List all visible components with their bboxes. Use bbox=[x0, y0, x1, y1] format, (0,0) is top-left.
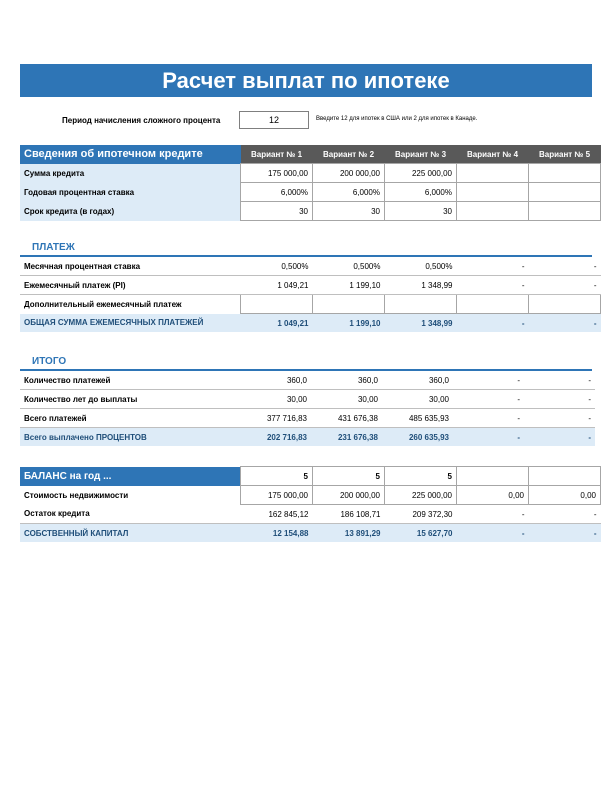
balance-header-row bbox=[20, 467, 601, 486]
value-cell: 0,500% bbox=[241, 257, 313, 276]
table-row bbox=[20, 486, 601, 505]
value-cell: 377 716,83 bbox=[240, 409, 311, 428]
table-row bbox=[20, 202, 601, 221]
total-value: - bbox=[529, 524, 601, 543]
total-value: 15 627,70 bbox=[385, 524, 457, 543]
variant-header: Вариант № 5 bbox=[529, 145, 601, 164]
summary-table bbox=[20, 371, 595, 446]
rate-cell[interactable] bbox=[529, 183, 601, 202]
value-cell: 186 108,71 bbox=[313, 505, 385, 524]
loan-amount-cell[interactable]: 200 000,00 bbox=[313, 164, 385, 183]
loan-amount-cell[interactable] bbox=[457, 164, 529, 183]
property-value-input[interactable]: 200 000,00 bbox=[313, 486, 385, 505]
value-cell: 1 049,21 bbox=[241, 276, 313, 295]
value-cell: - bbox=[529, 257, 601, 276]
term-cell[interactable]: 30 bbox=[385, 202, 457, 221]
value-cell: - bbox=[524, 390, 595, 409]
loan-header: Сведения об ипотечном кредите bbox=[20, 145, 241, 164]
table-row bbox=[20, 409, 595, 428]
row-label: Всего платежей bbox=[20, 409, 240, 428]
value-cell: 30,00 bbox=[311, 390, 382, 409]
table-row bbox=[20, 164, 601, 183]
term-cell[interactable]: 30 bbox=[241, 202, 313, 221]
row-label: Стоимость недвижимости bbox=[24, 490, 129, 500]
table-row bbox=[20, 257, 601, 276]
total-row bbox=[20, 524, 601, 543]
summary-section-title: ИТОГО bbox=[20, 356, 592, 371]
value-cell: 360,0 bbox=[240, 371, 311, 390]
extra-payment-input[interactable] bbox=[457, 295, 529, 314]
value-cell: 30,00 bbox=[240, 390, 311, 409]
total-value: 260 635,93 bbox=[382, 428, 453, 447]
total-label: СОБСТВЕННЫЙ КАПИТАЛ bbox=[20, 524, 241, 543]
total-row bbox=[20, 314, 601, 333]
balance-header: БАЛАНС на год ... bbox=[20, 467, 241, 486]
table-row bbox=[20, 276, 601, 295]
total-label: ОБЩАЯ СУММА ЕЖЕМЕСЯЧНЫХ ПЛАТЕЖЕЙ bbox=[20, 314, 241, 333]
value-cell: 431 676,38 bbox=[311, 409, 382, 428]
rate-cell[interactable]: 6,000% bbox=[313, 183, 385, 202]
table-row bbox=[20, 390, 595, 409]
total-label: Всего выплачено ПРОЦЕНТОВ bbox=[20, 428, 240, 447]
value-cell: - bbox=[457, 276, 529, 295]
loan-table bbox=[20, 145, 601, 221]
total-value: - bbox=[529, 314, 601, 333]
value-cell: 0,500% bbox=[313, 257, 385, 276]
rate-cell[interactable] bbox=[457, 183, 529, 202]
value-cell: 485 635,93 bbox=[382, 409, 453, 428]
total-value: - bbox=[524, 428, 595, 447]
variant-header: Вариант № 4 bbox=[457, 145, 529, 164]
total-value: - bbox=[453, 428, 524, 447]
value-cell: 0,500% bbox=[385, 257, 457, 276]
payment-table bbox=[20, 257, 601, 332]
table-row bbox=[20, 295, 601, 314]
value-cell: 30,00 bbox=[382, 390, 453, 409]
balance-table bbox=[20, 466, 601, 542]
period-hint: Введите 12 для ипотек в США или 2 для ипотек в Канаде. bbox=[316, 116, 478, 122]
rate-cell[interactable]: 6,000% bbox=[241, 183, 313, 202]
total-value: 202 716,83 bbox=[240, 428, 311, 447]
page-title: Расчет выплат по ипотеке bbox=[20, 64, 592, 97]
balance-year-input[interactable]: 5 bbox=[385, 467, 457, 486]
value-cell: - bbox=[529, 276, 601, 295]
term-cell[interactable] bbox=[529, 202, 601, 221]
total-value: - bbox=[457, 524, 529, 543]
table-row bbox=[20, 183, 601, 202]
period-label: Период начисления сложного процента bbox=[62, 116, 221, 125]
total-row bbox=[20, 428, 595, 447]
value-cell: 162 845,12 bbox=[241, 505, 313, 524]
value-cell: - bbox=[529, 505, 601, 524]
variant-header: Вариант № 1 bbox=[241, 145, 313, 164]
extra-payment-input[interactable] bbox=[241, 295, 313, 314]
property-value-input[interactable]: 175 000,00 bbox=[241, 486, 313, 505]
row-label: Месячная процентная ставка bbox=[20, 257, 241, 276]
total-value: 1 348,99 bbox=[385, 314, 457, 333]
value-cell: - bbox=[457, 257, 529, 276]
total-value: 231 676,38 bbox=[311, 428, 382, 447]
row-label: Дополнительный ежемесячный платеж bbox=[24, 299, 182, 309]
value-cell: - bbox=[524, 409, 595, 428]
total-value: 12 154,88 bbox=[241, 524, 313, 543]
property-value-input[interactable]: 0,00 bbox=[529, 486, 601, 505]
value-cell: 360,0 bbox=[311, 371, 382, 390]
value-cell: - bbox=[453, 409, 524, 428]
value-cell: 1 348,99 bbox=[385, 276, 457, 295]
row-label: Сумма кредита bbox=[20, 164, 241, 183]
total-value: - bbox=[457, 314, 529, 333]
loan-amount-cell[interactable]: 175 000,00 bbox=[241, 164, 313, 183]
extra-payment-input[interactable] bbox=[385, 295, 457, 314]
loan-amount-cell[interactable] bbox=[529, 164, 601, 183]
value-cell: 360,0 bbox=[382, 371, 453, 390]
loan-amount-cell[interactable]: 225 000,00 bbox=[385, 164, 457, 183]
table-row bbox=[20, 371, 595, 390]
extra-payment-input[interactable] bbox=[529, 295, 601, 314]
balance-year-input[interactable]: 5 bbox=[313, 467, 385, 486]
row-label: Остаток кредита bbox=[20, 505, 241, 524]
term-cell[interactable]: 30 bbox=[313, 202, 385, 221]
period-input[interactable]: 12 bbox=[239, 111, 309, 129]
variant-header: Вариант № 3 bbox=[385, 145, 457, 164]
row-label: Ежемесячный платеж (PI) bbox=[20, 276, 241, 295]
row-label: Срок кредита (в годах) bbox=[20, 202, 241, 221]
loan-header-row bbox=[20, 145, 601, 164]
balance-year-input[interactable]: 5 bbox=[241, 467, 313, 486]
property-value-input[interactable]: 225 000,00 bbox=[385, 486, 457, 505]
row-label: Количество платежей bbox=[20, 371, 240, 390]
extra-payment-input[interactable] bbox=[313, 295, 385, 314]
payment-section-title: ПЛАТЕЖ bbox=[20, 242, 592, 257]
balance-year-input[interactable] bbox=[457, 467, 529, 486]
total-value: 1 199,10 bbox=[313, 314, 385, 333]
balance-year-input[interactable] bbox=[529, 467, 601, 486]
row-label: Годовая процентная ставка bbox=[20, 183, 241, 202]
table-row bbox=[20, 505, 601, 524]
total-value: 1 049,21 bbox=[241, 314, 313, 333]
row-label: Количество лет до выплаты bbox=[20, 390, 240, 409]
rate-cell[interactable]: 6,000% bbox=[385, 183, 457, 202]
term-cell[interactable] bbox=[457, 202, 529, 221]
value-cell: - bbox=[524, 371, 595, 390]
value-cell: - bbox=[457, 505, 529, 524]
value-cell: - bbox=[453, 371, 524, 390]
value-cell: 209 372,30 bbox=[385, 505, 457, 524]
variant-header: Вариант № 2 bbox=[313, 145, 385, 164]
property-value-input[interactable]: 0,00 bbox=[457, 486, 529, 505]
total-value: 13 891,29 bbox=[313, 524, 385, 543]
value-cell: 1 199,10 bbox=[313, 276, 385, 295]
value-cell: - bbox=[453, 390, 524, 409]
